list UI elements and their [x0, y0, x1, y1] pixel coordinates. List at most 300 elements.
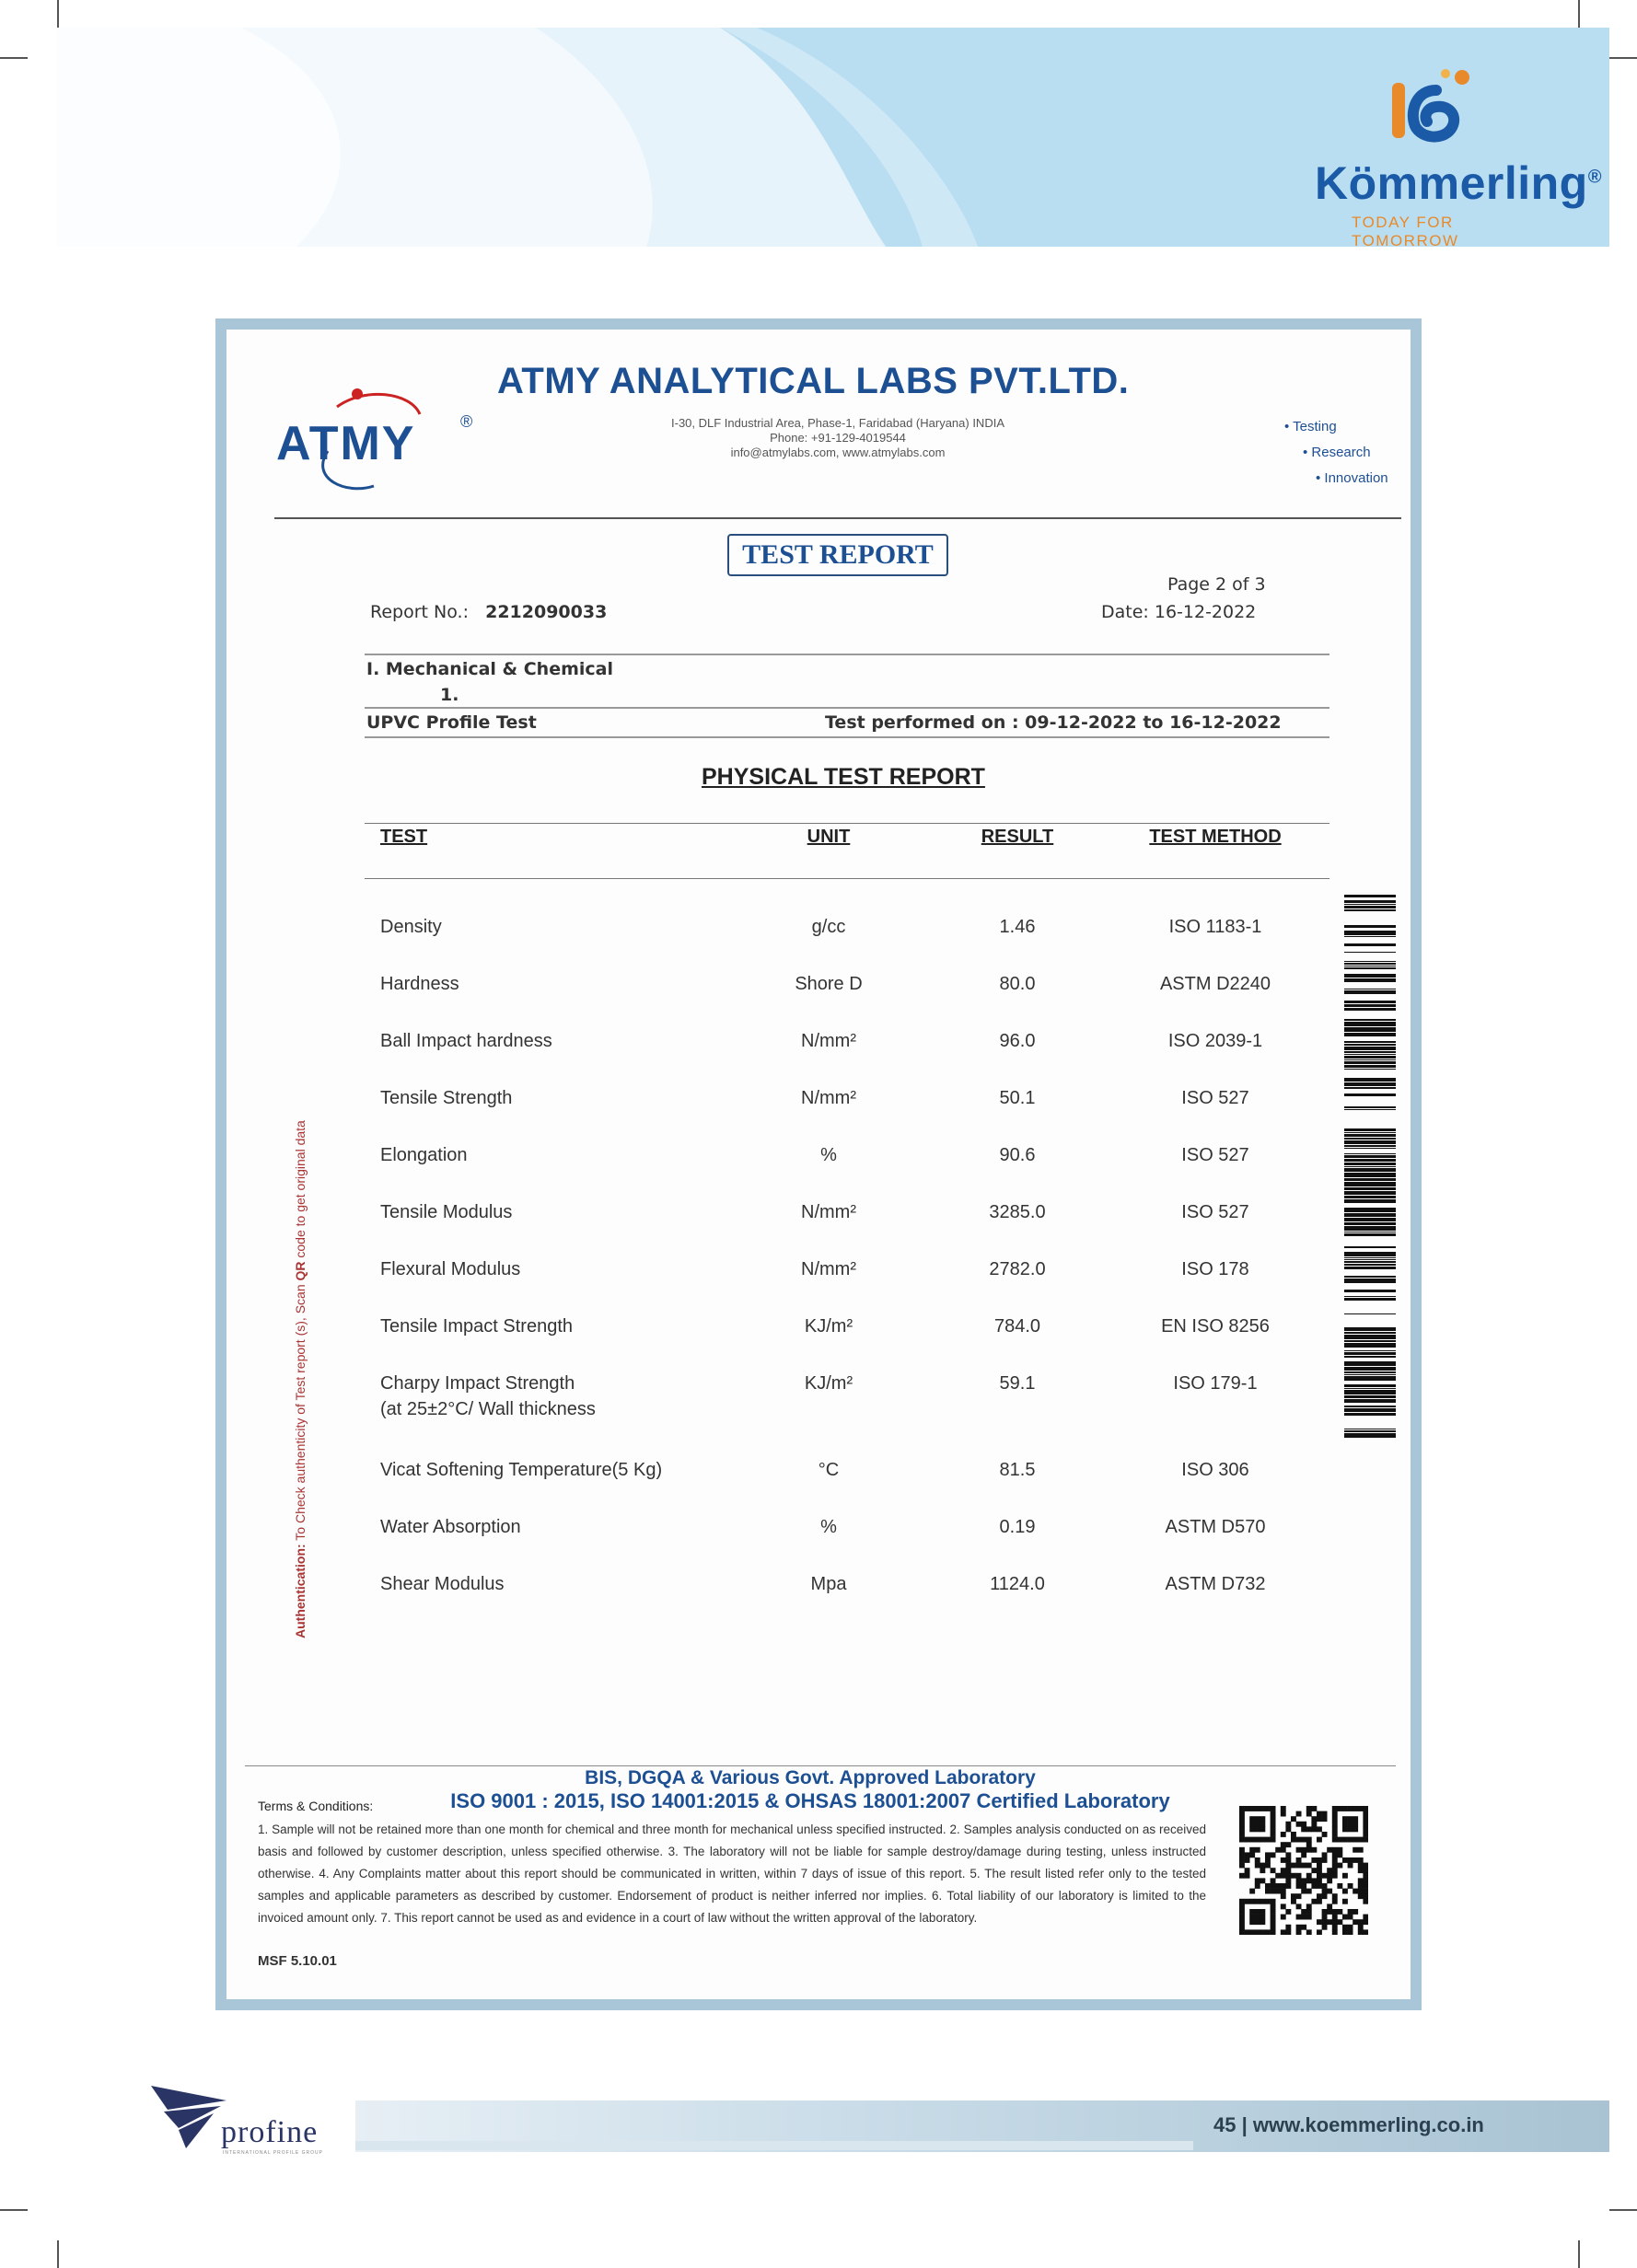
cell-test: Flexural Modulus: [380, 1259, 521, 1279]
lab-phone: Phone: +91-129-4019544: [770, 431, 906, 445]
barcode-bar: [1344, 1343, 1396, 1348]
qr-module: [1285, 1822, 1291, 1827]
qr-module: [1358, 1837, 1364, 1843]
qr-module: [1245, 1806, 1250, 1811]
qr-module: [1260, 1826, 1265, 1832]
qr-module: [1322, 1893, 1328, 1899]
qr-module: [1342, 1899, 1348, 1904]
barcode-bar: [1344, 1056, 1396, 1059]
qr-module: [1342, 1806, 1348, 1811]
qr-module: [1301, 1883, 1306, 1889]
cell-result: 784.0: [993, 1316, 1041, 1336]
qr-module: [1285, 1929, 1291, 1935]
qr-module: [1301, 1852, 1306, 1857]
column-header-test: TEST: [380, 827, 428, 847]
cell-method: ISO 527: [1181, 1145, 1249, 1165]
qr-module: [1306, 1811, 1312, 1817]
cell-result: 0.19: [999, 1517, 1036, 1537]
qr-module: [1322, 1857, 1328, 1863]
qr-module: [1271, 1889, 1276, 1894]
qr-module: [1363, 1832, 1368, 1837]
qr-module: [1311, 1822, 1317, 1827]
cell-method: ISO 527: [1181, 1088, 1249, 1108]
qr-module: [1342, 1837, 1348, 1843]
qr-module: [1332, 1857, 1338, 1863]
qr-module: [1317, 1863, 1322, 1869]
qr-module: [1322, 1925, 1328, 1930]
qr-module: [1317, 1837, 1322, 1843]
cell-test: Ball Impact hardness: [380, 1031, 552, 1051]
qr-module: [1249, 1929, 1255, 1935]
cell-unit: N/mm²: [801, 1088, 856, 1108]
qr-module: [1271, 1909, 1276, 1915]
qr-module: [1348, 1883, 1353, 1889]
profine-wordmark: profine: [221, 2115, 319, 2149]
barcode-bar: [1344, 1279, 1396, 1283]
test-report-heading: TEST REPORT: [727, 534, 948, 576]
qr-module: [1358, 1847, 1364, 1853]
barcode-bar: [1344, 1226, 1396, 1231]
crop-mark: [57, 2240, 59, 2268]
barcode: [1344, 895, 1396, 1447]
qr-module: [1342, 1857, 1348, 1863]
qr-module: [1363, 1893, 1368, 1899]
barcode-bar: [1344, 1276, 1396, 1278]
qr-module: [1285, 1852, 1291, 1857]
barcode-bar: [1344, 1051, 1396, 1053]
barcode-bar: [1344, 1027, 1396, 1032]
qr-module: [1275, 1889, 1281, 1894]
crop-mark: [1609, 2209, 1637, 2211]
qr-module: [1332, 1847, 1338, 1853]
qr-module: [1255, 1816, 1260, 1822]
qr-module: [1327, 1904, 1332, 1909]
qr-module: [1317, 1816, 1322, 1822]
barcode-bar: [1344, 1376, 1396, 1381]
barcode-graphic: [1344, 895, 1396, 1447]
cell-test: Density: [380, 917, 442, 937]
qr-module: [1348, 1915, 1353, 1920]
qr-module: [1296, 1883, 1302, 1889]
cell-result: 1.46: [999, 917, 1036, 937]
qr-module: [1239, 1832, 1245, 1837]
qr-module: [1281, 1811, 1286, 1817]
qr-module: [1285, 1878, 1291, 1883]
qr-module: [1332, 1811, 1338, 1817]
iso-certification-line: ISO 9001 : 2015, ISO 14001:2015 & OHSAS 18001:2007 Certified Laboratory: [450, 1789, 1170, 1812]
cell-result: 96.0: [999, 1031, 1036, 1051]
barcode-bar: [1344, 1132, 1396, 1133]
qr-module: [1281, 1873, 1286, 1879]
qr-module: [1348, 1822, 1353, 1827]
barcode-bar: [1344, 1155, 1396, 1158]
footer-rule: [245, 1765, 1396, 1766]
barcode-bar: [1344, 1004, 1396, 1007]
qr-module: [1322, 1816, 1328, 1822]
qr-module: [1322, 1889, 1328, 1894]
section-title: I. Mechanical & Chemical: [366, 659, 614, 679]
qr-module: [1337, 1919, 1342, 1925]
qr-module: [1265, 1806, 1271, 1811]
qr-module: [1363, 1822, 1368, 1827]
qr-code-graphic: [1239, 1806, 1368, 1935]
barcode-bar: [1344, 1390, 1396, 1394]
qr-module: [1239, 1909, 1245, 1915]
qr-module: [1317, 1929, 1322, 1935]
cell-result: 50.1: [999, 1088, 1036, 1108]
barcode-bar: [1344, 1384, 1396, 1387]
qr-module: [1342, 1822, 1348, 1827]
page-number-footer: 45 | www.koemmerling.co.in: [1213, 2113, 1484, 2136]
authentication-text: To Check authenticity of Test report (s), Scan: [293, 1280, 308, 1545]
table-row: [0, 1460, 1637, 1497]
qr-module: [1249, 1837, 1255, 1843]
qr-module: [1265, 1889, 1271, 1894]
qr-module: [1332, 1915, 1338, 1920]
qr-module: [1265, 1883, 1271, 1889]
divider: [365, 707, 1329, 709]
profine-logo-icon: [147, 2082, 230, 2152]
qr-module: [1348, 1806, 1353, 1811]
qr-module: [1337, 1909, 1342, 1915]
qr-module: [1306, 1909, 1312, 1915]
qr-module: [1239, 1929, 1245, 1935]
barcode-bar: [1344, 1019, 1396, 1021]
lab-address-line: I-30, DLF Industrial Area, Phase-1, Faridabad (Haryana) INDIA: [671, 416, 1004, 430]
footer-band-stripe: [355, 2141, 1193, 2150]
barcode-bar: [1344, 1252, 1396, 1256]
qr-module: [1322, 1873, 1328, 1879]
qr-module: [1342, 1873, 1348, 1879]
column-header-result: RESULT: [981, 827, 1054, 847]
barcode-bar: [1344, 1087, 1396, 1089]
barcode-bar: [1344, 1332, 1396, 1334]
qr-module: [1311, 1847, 1317, 1853]
qr-module: [1255, 1899, 1260, 1904]
qr-module: [1332, 1816, 1338, 1822]
qr-module: [1239, 1837, 1245, 1843]
cell-method: ISO 179-1: [1173, 1373, 1258, 1394]
qr-module: [1311, 1857, 1317, 1863]
barcode-bar: [1344, 936, 1396, 937]
qr-module: [1363, 1889, 1368, 1894]
qr-module: [1260, 1822, 1265, 1827]
qr-module: [1301, 1915, 1306, 1920]
barcode-bar: [1344, 1246, 1396, 1248]
barcode-bar: [1344, 1313, 1396, 1314]
barcode-bar: [1344, 1106, 1396, 1108]
qr-module: [1271, 1822, 1276, 1827]
qr-module: [1353, 1816, 1358, 1822]
qr-module: [1296, 1929, 1302, 1935]
qr-module: [1296, 1904, 1302, 1909]
qr-module: [1353, 1837, 1358, 1843]
qr-module: [1260, 1878, 1265, 1883]
qr-module: [1255, 1919, 1260, 1925]
qr-module: [1311, 1883, 1317, 1889]
qr-module: [1363, 1883, 1368, 1889]
cell-test: Elongation: [380, 1145, 468, 1165]
qr-module: [1358, 1925, 1364, 1930]
qr-module: [1281, 1857, 1286, 1863]
qr-module: [1327, 1878, 1332, 1883]
qr-module: [1285, 1826, 1291, 1832]
qr-module: [1291, 1832, 1296, 1837]
qr-module: [1311, 1878, 1317, 1883]
qr-module: [1306, 1878, 1312, 1883]
qr-module: [1358, 1883, 1364, 1889]
cell-test: Tensile Modulus: [380, 1202, 513, 1222]
qr-module: [1291, 1873, 1296, 1879]
qr-module: [1317, 1873, 1322, 1879]
qr-module: [1260, 1863, 1265, 1869]
qr-module: [1239, 1816, 1245, 1822]
section-number: 1.: [440, 685, 459, 705]
qr-module: [1255, 1826, 1260, 1832]
barcode-bar: [1344, 1138, 1396, 1140]
qr-module: [1342, 1915, 1348, 1920]
qr-module: [1358, 1878, 1364, 1883]
barcode-bar: [1344, 1163, 1396, 1165]
qr-module: [1363, 1816, 1368, 1822]
qr-module: [1311, 1806, 1317, 1811]
qr-module: [1342, 1889, 1348, 1894]
qr-module: [1322, 1852, 1328, 1857]
qr-module: [1271, 1883, 1276, 1889]
barcode-bar: [1344, 1134, 1396, 1137]
cell-result: 1124.0: [990, 1574, 1045, 1594]
qr-module: [1348, 1909, 1353, 1915]
qr-module: [1271, 1868, 1276, 1873]
qr-module: [1296, 1857, 1302, 1863]
qr-module: [1363, 1868, 1368, 1873]
qr-module: [1296, 1863, 1302, 1869]
qr-module: [1358, 1893, 1364, 1899]
physical-test-report-title: PHYSICAL TEST REPORT: [702, 764, 985, 790]
qr-module: [1245, 1899, 1250, 1904]
barcode-bar: [1344, 952, 1396, 953]
qr-module: [1281, 1868, 1286, 1873]
qr-module: [1265, 1857, 1271, 1863]
qr-module: [1332, 1925, 1338, 1930]
qr-module: [1301, 1925, 1306, 1930]
qr-module: [1296, 1811, 1302, 1817]
cell-test: Water Absorption: [380, 1517, 521, 1537]
qr-module: [1348, 1816, 1353, 1822]
barcode-bar: [1344, 1340, 1396, 1342]
qr-module: [1249, 1806, 1255, 1811]
barcode-bar: [1344, 1222, 1396, 1225]
table-row: [0, 1517, 1637, 1554]
barcode-bar: [1344, 990, 1396, 994]
barcode-bar: [1344, 1178, 1396, 1181]
report-date: Date: 16-12-2022: [1101, 602, 1257, 622]
qr-module: [1239, 1826, 1245, 1832]
lab-address: [562, 416, 1114, 460]
qr-module: [1322, 1919, 1328, 1925]
qr-module: [1296, 1893, 1302, 1899]
barcode-bar: [1344, 1153, 1396, 1154]
qr-module: [1245, 1868, 1250, 1873]
crop-mark: [1609, 57, 1637, 59]
qr-module: [1311, 1868, 1317, 1873]
qr-module: [1353, 1822, 1358, 1827]
qr-module: [1285, 1909, 1291, 1915]
cell-result: 80.0: [999, 974, 1036, 994]
cell-test: Hardness: [380, 974, 459, 994]
qr-module: [1281, 1832, 1286, 1837]
qr-module: [1239, 1847, 1245, 1853]
qr-module: [1296, 1925, 1302, 1930]
qr-module: [1327, 1847, 1332, 1853]
barcode-bar: [1344, 1264, 1396, 1266]
qr-module: [1363, 1811, 1368, 1817]
barcode-bar: [1344, 967, 1396, 969]
terms-text: 1. Sample will not be retained more than one month for chemical and three month for mechanical unless specified instructed. 2. Samples analysis conducted on as received basis and followed by customer description, unless specified otherwise. 3. The laboratory will not be liable for sample destroy/damage during testing, unless instructed otherwise. 4. Any Complaints matter about this report should be communicated in written, within 7 days of issue of this report. 5. The result listed refer only to the tested samples and applicable parameters as described by customer. Endorsement of product is neither inferred nor implies. 6. Total liability of our laboratory is limited to the invoiced amount only. 7. This report cannot be used as and evidence in a court of law without the written approval of the laboratory.: [258, 1822, 1206, 1925]
barcode-bar: [1344, 1433, 1396, 1438]
qr-module: [1306, 1873, 1312, 1879]
qr-module: [1281, 1847, 1286, 1853]
qr-module: [1358, 1806, 1364, 1811]
report-number-value: 2212090033: [485, 602, 608, 622]
qr-module: [1245, 1857, 1250, 1863]
qr-module: [1332, 1919, 1338, 1925]
crop-mark: [0, 57, 28, 59]
barcode-bar: [1344, 1061, 1396, 1064]
barcode-bar: [1344, 1327, 1396, 1331]
qr-module: [1358, 1919, 1364, 1925]
qr-module: [1249, 1826, 1255, 1832]
barcode-bar: [1344, 943, 1396, 946]
crop-mark: [1578, 0, 1580, 28]
barcode-bar: [1344, 1267, 1396, 1269]
qr-module: [1271, 1837, 1276, 1843]
crop-mark: [0, 2209, 28, 2211]
qr-module: [1306, 1826, 1312, 1832]
qr-module: [1285, 1857, 1291, 1863]
qr-module: [1275, 1883, 1281, 1889]
barcode-bar: [1344, 974, 1396, 978]
qr-module: [1281, 1893, 1286, 1899]
divider: [365, 736, 1329, 738]
qr-module: [1322, 1909, 1328, 1915]
qr-module: [1306, 1847, 1312, 1853]
barcode-bar: [1344, 1350, 1396, 1351]
qr-module: [1239, 1863, 1245, 1869]
cell-method: ISO 1183-1: [1168, 917, 1262, 937]
barcode-bar: [1344, 1140, 1396, 1144]
cell-method: ISO 178: [1181, 1259, 1249, 1279]
qr-module: [1255, 1909, 1260, 1915]
barcode-bar: [1344, 1047, 1396, 1050]
qr-module: [1332, 1852, 1338, 1857]
barcode-bar: [1344, 1059, 1396, 1060]
qr-module: [1353, 1826, 1358, 1832]
report-number: [370, 602, 607, 622]
qr-module: [1255, 1883, 1260, 1889]
qr-module: [1332, 1909, 1338, 1915]
qr-module: [1317, 1919, 1322, 1925]
barcode-bar: [1344, 1367, 1396, 1371]
koemmerling-logo: [1315, 64, 1602, 249]
barcode-bar: [1344, 1406, 1396, 1407]
qr-module: [1322, 1883, 1328, 1889]
qr-module: [1363, 1915, 1368, 1920]
qr-module: [1249, 1919, 1255, 1925]
qr-module: [1327, 1889, 1332, 1894]
barcode-bar: [1344, 1148, 1396, 1149]
barcode-bar: [1344, 1065, 1396, 1068]
qr-module: [1301, 1909, 1306, 1915]
barcode-bar: [1344, 904, 1396, 905]
qr-module: [1239, 1822, 1245, 1827]
authentication-label: Authentication:: [293, 1544, 308, 1638]
qr-module: [1301, 1822, 1306, 1827]
barcode-bar: [1344, 1408, 1396, 1412]
qr-module: [1255, 1915, 1260, 1920]
qr-module: [1260, 1837, 1265, 1843]
cell-result: 2782.0: [989, 1259, 1046, 1279]
qr-module: [1275, 1847, 1281, 1853]
qr-module: [1353, 1889, 1358, 1894]
qr-module: [1249, 1889, 1255, 1894]
report-number-label: Report No.:: [370, 602, 469, 622]
terms-label: Terms & Conditions:: [258, 1799, 374, 1813]
qr-module: [1255, 1857, 1260, 1863]
qr-module: [1260, 1909, 1265, 1915]
qr-module: [1317, 1857, 1322, 1863]
qr-module: [1239, 1915, 1245, 1920]
qr-module: [1337, 1852, 1342, 1857]
qr-module: [1291, 1863, 1296, 1869]
qr-module: [1353, 1919, 1358, 1925]
qr-module: [1249, 1852, 1255, 1857]
qr-module: [1363, 1863, 1368, 1869]
qr-module: [1260, 1919, 1265, 1925]
qr-module: [1239, 1811, 1245, 1817]
qr-module: [1255, 1863, 1260, 1869]
qr-module: [1301, 1826, 1306, 1832]
cell-test: Vicat Softening Temperature(5 Kg): [380, 1460, 663, 1480]
qr-module: [1260, 1816, 1265, 1822]
barcode-bar: [1344, 906, 1396, 908]
barcode-bar: [1344, 1413, 1396, 1416]
barcode-bar: [1344, 1361, 1396, 1366]
qr-module: [1332, 1893, 1338, 1899]
barcode-bar: [1344, 1145, 1396, 1147]
barcode-bar: [1344, 1022, 1396, 1026]
qr-module: [1332, 1863, 1338, 1869]
qr-module: [1285, 1883, 1291, 1889]
qr-module: [1281, 1929, 1286, 1935]
cell-method: ISO 306: [1181, 1460, 1249, 1480]
lab-name: ATMY ANALYTICAL LABS PVT.LTD.: [497, 361, 1130, 401]
barcode-bar: [1344, 1395, 1396, 1398]
qr-module: [1332, 1868, 1338, 1873]
qr-module: [1342, 1826, 1348, 1832]
barcode-bar: [1344, 895, 1396, 897]
qr-module: [1249, 1899, 1255, 1904]
qr-module: [1317, 1883, 1322, 1889]
qr-module: [1271, 1806, 1276, 1811]
qr-module: [1342, 1929, 1348, 1935]
barcode-bar: [1344, 1159, 1396, 1162]
column-header-test-method: TEST METHOD: [1149, 827, 1282, 847]
qr-module: [1332, 1806, 1338, 1811]
qr-module: [1332, 1929, 1338, 1935]
barcode-bar: [1344, 963, 1396, 965]
cell-method: ASTM D732: [1165, 1574, 1266, 1594]
